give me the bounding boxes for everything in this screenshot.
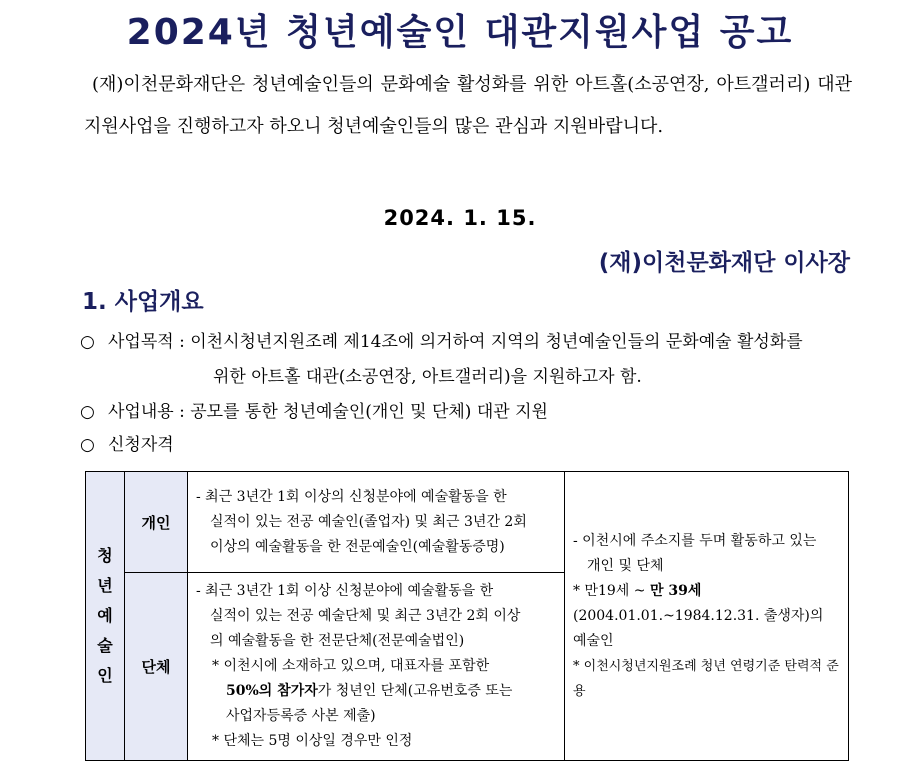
intro-paragraph: (재)이천문화재단은 청년예술인들의 문화예술 활성화를 위한 아트홀(소공연장, 아트갤러리) 대관지원사업을 진행하고자 하오니 청년예술인들의 많은 관심과 지원바랍니다. <box>84 74 852 137</box>
organization-signature: (재)이천문화재단 이사장 <box>598 250 850 276</box>
item-text-continued: 위한 아트홀 대관(소공연장, 아트갤러리)을 지원하고자 함. <box>213 367 642 387</box>
type-individual: 개인 <box>125 472 188 573</box>
item-purpose <box>80 327 803 352</box>
individual-criteria: - 최근 3년간 1회 이상의 신청분야에 예술활동을 한 실적이 있는 전공 예술인(졸업자) 및 최근 3년간 2회 이상의 예술활동을 한 전문예술인(예술활동증명) <box>188 472 565 573</box>
type-group: 단체 <box>125 573 188 761</box>
youth-artist-header: 청 년 예 술 인 <box>86 472 125 761</box>
item-label: 신청자격 <box>108 435 174 455</box>
page-title: 2024년 청년예술인 대관지원사업 공고 <box>126 12 794 53</box>
announcement-date: 2024. 1. 15. <box>383 206 537 230</box>
eligibility-table <box>85 471 849 761</box>
item-eligibility <box>80 430 174 455</box>
group-criteria: - 최근 3년간 1회 이상 신청분야에 예술활동을 한 실적이 있는 전공 예술단체 및 최근 3년간 2회 이상 의 예술활동을 한 전문단체(전문예술법인) * 이천시에 소재하고 있으며, 대표자를 포함한 50%의 참가자가 청년인 단체(고유번호증 또는 사업자등록증 사본 제출) * 단체는 5명 이상일 경우만 인정 <box>188 573 565 761</box>
item-label: 사업내용 : <box>108 402 185 422</box>
circle-marker-icon: ○ <box>80 435 95 455</box>
item-label: 사업목적 : <box>108 332 185 352</box>
item-text: 이천시청년지원조례 제14조에 의거하여 지역의 청년예술인들의 문화예술 활성화를 <box>190 332 803 352</box>
section-heading: 1. 사업개요 <box>82 289 204 315</box>
item-content <box>80 397 548 422</box>
item-text: 공모를 통한 청년예술인(개인 및 단체) 대관 지원 <box>190 402 548 422</box>
circle-marker-icon: ○ <box>80 332 95 352</box>
circle-marker-icon: ○ <box>80 402 95 422</box>
common-criteria: - 이천시에 주소지를 두며 활동하고 있는 개인 및 단체 * 만19세 ~ 만 39세 (2004.01.01.~1984.12.31. 출생자)의 예술인 * 이천시청년지원조례 청년 연령기준 탄력적 준용 <box>565 472 849 761</box>
